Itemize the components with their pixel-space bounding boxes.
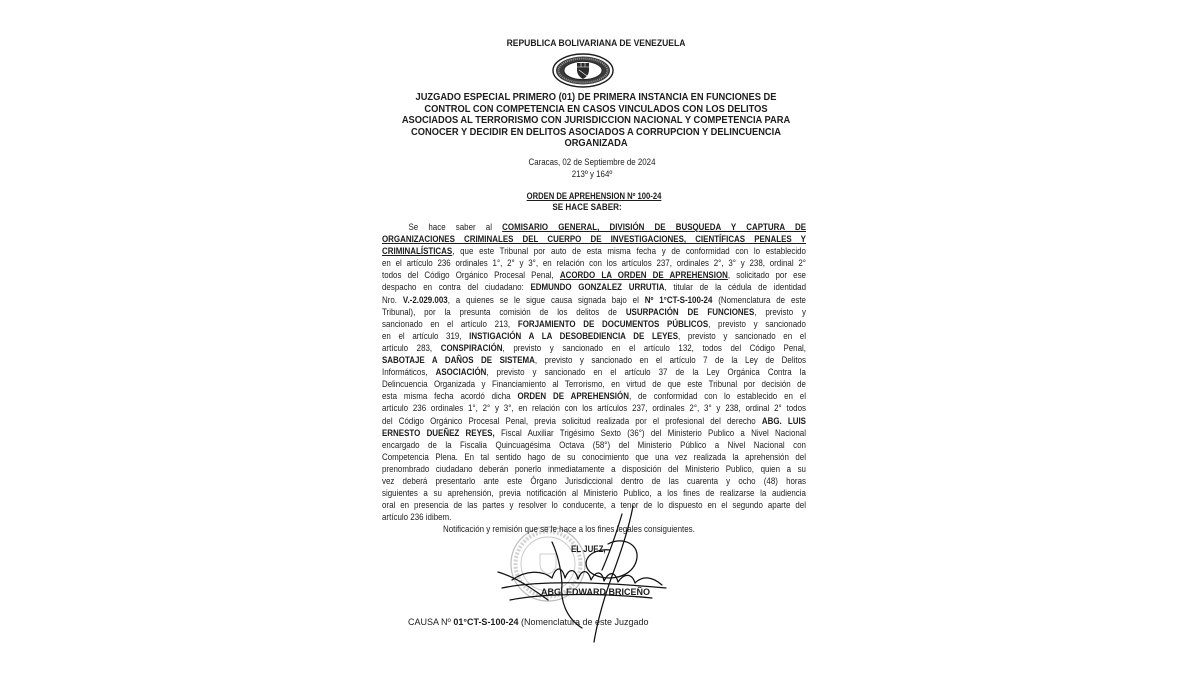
body-line — [382, 306, 806, 318]
body-text-segment: , solicitado por ese — [727, 270, 806, 281]
judge-name: ABG. EDWARD BRICEÑO — [541, 587, 651, 597]
body-text-segment: todos del Código Orgánico Procesal Penal, — [382, 270, 560, 281]
body-line — [382, 451, 806, 463]
body-line — [382, 463, 806, 475]
emphasized-text: INSTIGACIÓN A LA DESOBEDIENCIA DE LEYES — [469, 330, 679, 341]
body-text-segment: vez deberá presentarlo ante este Órgano Jurisdiccional dentro de las cuarenta y ocho (48) horas — [382, 475, 806, 486]
body-text-segment: Nro. — [382, 294, 403, 305]
body-text-segment: , previsto y — [754, 306, 806, 317]
body-text-segment: siguientes a su aprehensión, previa notificación al Ministerio Publico, a los fines de realizarse la audiencia — [382, 488, 806, 499]
place-date: Caracas, 02 de Septiembre de 2024 — [528, 157, 656, 167]
body-text-segment: , previsto y sancionado en el artículo 37 de la Ley Orgánica Contra la — [486, 367, 806, 378]
court-heading — [378, 92, 815, 150]
body-line — [382, 475, 806, 487]
emphasized-text: ASOCIACIÓN — [435, 367, 487, 378]
court-heading-line: CONOCER Y DECIDIR EN DELITOS ASOCIADOS A CORRUPCION Y DELINCUENCIA — [411, 126, 781, 138]
closing-line: Notificación y remisión que se le hace a los fines legales consiguientes. — [442, 524, 695, 535]
court-heading-line: CONTROL CON COMPETENCIA EN CASOS VINCULADOS CON LOS DELITOS — [424, 103, 768, 115]
body-text-segment: del Código Orgánico Procesal Penal, previa solicitud realizada por el profesional del derecho — [382, 415, 762, 426]
body-text-segment: Delincuencia Organizada y Financiamiento al Terrorismo, en virtud de que este Tribunal por decisión de — [382, 379, 806, 390]
body-text-segment: en el artículo 319, — [382, 330, 470, 341]
emphasized-text: USURPACIÓN DE FUNCIONES — [625, 306, 755, 317]
body-line — [382, 354, 806, 366]
body-text-segment: despacho en contra del ciudadano: — [382, 282, 531, 293]
body-text-segment: artículo 236 ordinales 1°, 2° y 3°, en relación con los artículos 237, ordinales 2°, 3° y 238, ordinal 2° todos — [382, 403, 806, 414]
body-paragraph — [382, 221, 806, 523]
body-text-segment: (Nomenclatura de este — [712, 294, 806, 305]
body-text-segment: prenombrado ciudadano deberán ponerlo inmediatamente a disposición del Ministerio Publico, quien a su — [382, 463, 806, 474]
signature-stroke — [510, 595, 652, 601]
body-text-segment: sancionado en el artículo 213, — [382, 318, 518, 329]
body-line — [382, 294, 806, 306]
body-text-segment: Tribunal), por la presunta comisión de los delitos de — [382, 306, 626, 317]
order-subtitle: SE HACE SABER: — [552, 202, 622, 212]
body-line — [382, 221, 806, 233]
emphasized-text: EDMUNDO GONZALEZ URRUTIA — [530, 282, 665, 293]
body-line — [382, 415, 806, 427]
body-text-segment: , titular de la cédula de identidad — [664, 282, 806, 293]
body-line — [382, 402, 806, 414]
body-text-segment: artículo 283, — [382, 342, 441, 353]
body-line — [382, 390, 806, 402]
years-line: 213º y 164º — [571, 168, 613, 179]
body-text-segment: esta misma fecha acordó dicha — [382, 391, 518, 402]
body-line — [382, 245, 806, 257]
judge-role: EL JUEZ, — [571, 544, 606, 554]
case-label: CAUSA Nº — [408, 617, 451, 627]
body-text-segment: artículo 236 idibem. — [382, 512, 452, 523]
body-text — [382, 221, 806, 535]
court-heading-line: JUZGADO ESPECIAL PRIMERO (01) DE PRIMERA INSTANCIA EN FUNCIONES DE — [415, 92, 777, 103]
body-line — [382, 233, 806, 245]
body-line — [382, 342, 806, 354]
body-text-segment: Informáticos, — [382, 367, 436, 378]
emphasized-text: ORDEN DE APREHENSIÓN — [517, 391, 629, 402]
emphasized-text: CRIMINALÍSTICAS — [382, 246, 453, 257]
body-line — [382, 366, 806, 378]
date-block — [466, 157, 717, 180]
court-seal-icon — [552, 53, 614, 88]
judge-signature — [490, 500, 680, 650]
body-line — [382, 427, 806, 439]
emphasized-text: Nº 1°CT-S-100-24 — [644, 294, 713, 305]
body-line — [382, 318, 806, 330]
case-number: 01°CT-S-100-24 — [453, 617, 519, 627]
body-line — [382, 487, 806, 499]
emphasized-text: FORJAMIENTO DE DOCUMENTOS PÚBLICOS — [517, 318, 709, 329]
body-text-segment: Fiscal Auxiliar Trigésimo Sexto (36°) del Ministerio Publico a Nivel Nacional — [494, 427, 806, 438]
emphasized-text: ABG. LUIS — [761, 415, 806, 426]
emphasized-text: SABOTAJE A DAÑOS DE SISTEMA — [382, 355, 535, 366]
body-text-segment: en el artículo 236 ordinales 1°, 2° y 3°, en relación con los artículos 237, ordinales 2°, 3° y 238, ordinal 2° — [382, 258, 806, 269]
country-header: REPUBLICA BOLIVARIANA DE VENEZUELA — [506, 38, 686, 49]
body-text-segment: Se hace saber al — [408, 222, 503, 232]
signature-stroke — [552, 542, 582, 628]
body-line — [382, 378, 806, 390]
body-text-segment: , a quienes se le sigue causa signada bajo el — [447, 294, 645, 305]
body-line — [382, 330, 806, 342]
body-line — [382, 257, 806, 269]
case-note: (Nomenclatura de este Juzgado — [520, 617, 649, 627]
court-heading-line: ASOCIADOS AL TERRORISMO CON JURISDICCION NACIONAL Y COMPETENCIA PARA — [401, 115, 791, 127]
emphasized-text: ERNESTO DUEÑEZ REYES, — [382, 427, 495, 438]
body-text-segment: , previsto y sancionado en el artículo 7 de la Ley de Delitos — [534, 355, 806, 366]
body-text-segment: oral en presencia de las partes y resolver lo conducente, a tenor de lo dispuesto en el segundo aparte del — [382, 500, 806, 511]
body-text-segment: Competencia Plena. En tal sentido hago de su conocimiento que una vez realizada la aprehensión del — [382, 451, 806, 462]
body-text-segment: , previsto y sancionado en el — [678, 330, 806, 341]
body-line — [382, 281, 806, 293]
body-line — [382, 439, 806, 451]
emphasized-text: ORGANIZACIONES CRIMINALES DEL CUERPO DE INVESTIGACIONES, CIENTÍFICAS PENALES Y — [382, 234, 806, 245]
order-title-text: ORDEN DE APREHENSION Nº 100-24 — [526, 191, 662, 201]
body-text-segment: encargado de la Fiscalia Quincuagésima Octava (58°) del Ministerio Público a Nivel Nacional con — [382, 439, 806, 450]
emphasized-text: ACORDO LA ORDEN DE APREHENSION — [559, 270, 728, 281]
body-text-segment: , previsto y sancionado en el artículo 132, todos del Código Penal, — [502, 342, 806, 353]
body-text-segment: , previsto y sancionado — [708, 318, 806, 329]
body-line — [382, 269, 806, 281]
body-text-segment: , de conformidad con lo establecido en el — [628, 391, 806, 402]
body-text-segment: , que este Tribunal por auto de esta misma fecha y de conformidad con lo establecido — [452, 246, 806, 257]
emphasized-text: COMISARIO GENERAL, DIVISIÓN DE BUSQUEDA Y CAPTURA DE — [502, 222, 806, 232]
emphasized-text: V.-2.029.003 — [402, 294, 448, 305]
emphasized-text: CONSPIRACIÓN — [440, 342, 503, 353]
court-heading-line: ORGANIZADA — [564, 138, 628, 150]
